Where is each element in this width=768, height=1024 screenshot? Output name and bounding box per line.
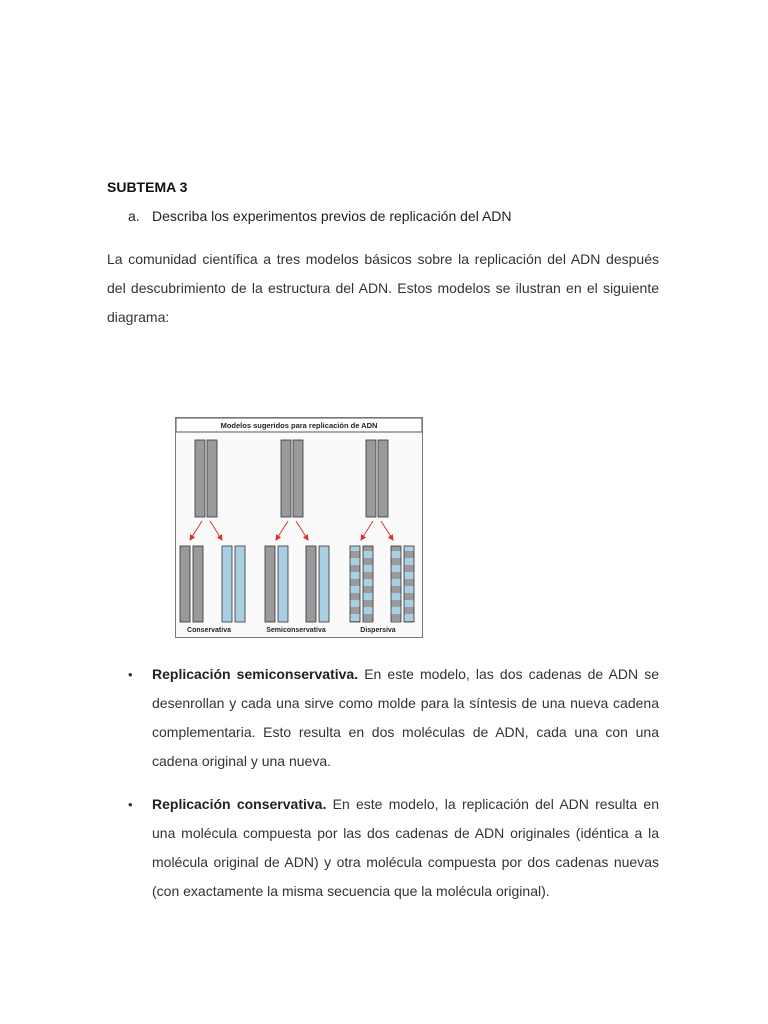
bullet-term: Replicación conservativa. — [152, 796, 327, 812]
daughter-strand-mixed — [363, 546, 373, 622]
replication-arrow — [361, 521, 373, 540]
replication-diagram — [176, 418, 422, 637]
replication-arrow — [296, 521, 308, 540]
replication-arrow — [381, 521, 393, 540]
replication-models-figure — [175, 417, 423, 638]
parent-strand — [195, 440, 205, 517]
replication-arrow — [276, 521, 288, 540]
bullet-conservativa — [125, 790, 659, 906]
question-item-a — [128, 208, 512, 224]
label-dispersiva: Dispersiva — [360, 627, 396, 634]
bullet-term: Replicación semiconservativa. — [152, 666, 359, 682]
parent-strand — [366, 440, 376, 517]
daughter-strand-original — [193, 546, 203, 622]
parent-strand — [378, 440, 388, 517]
bullet-list — [125, 660, 659, 920]
bullet-dot: • — [128, 667, 133, 682]
daughter-strand-new — [319, 546, 329, 622]
bullet-semiconservativa — [125, 660, 659, 776]
item-marker: a. — [128, 208, 140, 224]
label-conservativa: Conservativa — [187, 627, 231, 634]
replication-arrow — [190, 521, 202, 540]
daughter-strand-original — [180, 546, 190, 622]
intro-paragraph: La comunidad científica a tres modelos básicos sobre la replicación del ADN después del descubrimiento de la estructura del ADN. Estos modelos se ilustran en el siguiente diagrama: — [107, 251, 659, 325]
item-text: Describa los experimentos previos de replicación del ADN — [152, 208, 512, 224]
daughter-strand-new — [278, 546, 288, 622]
bullet-text: En este modelo, las dos cadenas de ADN se desenrollan y cada una sirve como molde para la síntesis de una nueva cadena complementaria. Esto resulta en dos moléculas de ADN, cada una con una cadena original y una nueva. — [152, 666, 659, 769]
daughter-strand-original — [265, 546, 275, 622]
daughter-strand-new — [235, 546, 245, 622]
parent-strand — [293, 440, 303, 517]
bullet-dot: • — [128, 797, 133, 812]
bullet-text: En este modelo, la replicación del ADN resulta en una molécula compuesta por las dos cadenas de ADN originales (idéntica a la molécula original de ADN) y otra molécula compuesta por dos cadenas nuevas (con exactamente la misma secuencia que la molécula original). — [152, 796, 659, 899]
daughter-strand-mixed — [391, 546, 401, 622]
figure-title: Modelos sugeridos para replicación de ADN — [220, 421, 378, 430]
parent-strand — [281, 440, 291, 517]
parent-strand — [207, 440, 217, 517]
replication-arrow — [210, 521, 222, 540]
daughter-strand-new — [222, 546, 232, 622]
daughter-strand-mixed — [350, 546, 360, 622]
daughter-strand-mixed — [404, 546, 414, 622]
daughter-strand-original — [306, 546, 316, 622]
label-semiconservativa: Semiconservativa — [266, 627, 326, 634]
section-heading: SUBTEMA 3 — [107, 179, 188, 195]
